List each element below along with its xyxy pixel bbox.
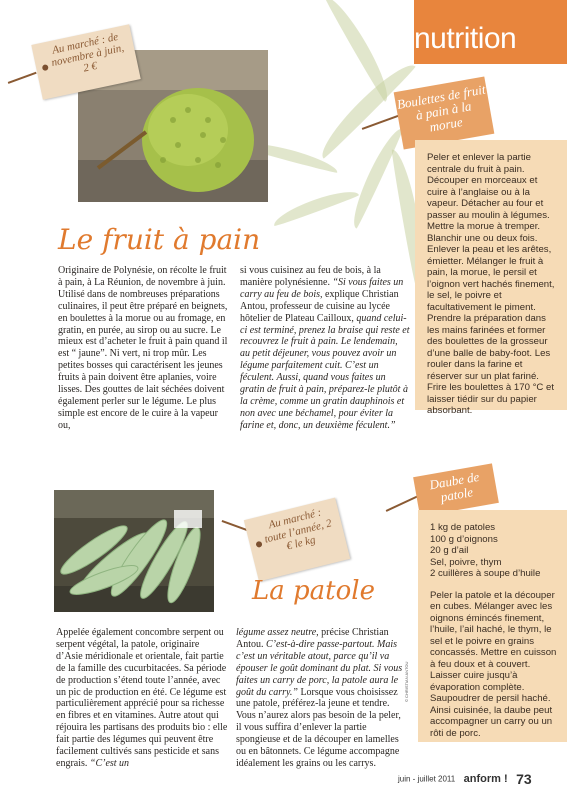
- tag-string: [386, 496, 417, 512]
- patole-col2-d: Lorsque vous choisissez une patole, préférez-la jeune et tendre. Vous n’aurez alors pas besoin de la peler, il vous suffira d’enlever la partie spongieuse et de la découper en lamelles ou en bâtonnets. Ce légume accompagne idéalement les grains ou les carrys.: [236, 686, 401, 769]
- patole-col2-a: légume assez neutre,: [236, 627, 319, 638]
- patole-price-tag: [244, 498, 350, 582]
- tag-string: [8, 72, 37, 84]
- photo-credit: © CHRISTIAN ANTOU: [404, 661, 409, 702]
- patole-col1-text: Appelée également concombre serpent ou serpent végétal, la patole, originaire d’Asie méridionale et orientale, fait partie de la famille des cucurbitacées. Sa période de production s’étend toute l’année, avec un pic de production en été. Ce légume est particulièrement apprécié pour sa richesse en fibres et en vitamines. Autre atout qui réjouira les partisans des produits bio : elle fait partie des légumes qui peuvent être facilement cultivés sans pesticide et sans engrais.: [56, 627, 228, 769]
- patole-column-2: [236, 627, 408, 770]
- footer-magazine: anform !: [463, 772, 508, 785]
- patole-title: La patole: [252, 576, 375, 606]
- patole-col2-c: C’est-à-dire passe-partout. Mais c’est un véritable atout, parce qu’il va épouser le goût dominant du plat. Si vous faites un carry de porc, la patole aura le goût du carry.”: [236, 638, 403, 698]
- section-title: nutrition: [414, 22, 517, 55]
- recipe2-ingredient: Sel, poivre, thym: [430, 556, 502, 568]
- recipe1-text: Peler et enlever la partie centrale du fruit à pain. Découper en morceaux et cuire à l’anglaise ou à la vapeur. Détacher au four et passer au moulin à légumes. Mettre la morue à tremper. Blanchir une ou deux fois. Enlever la peau et les arêtes, émietter. Mélanger le fruit à pain, la morue, le persil et l’oignon vert hachés finement, le sel, le poivre et facultativement le piment. Prendre la préparation dans les mains farinées et former des boulettes de la grosseur d’une balle de baby-foot. Les rouler dans la farine et réserver sur un plat fariné. Frire les boulettes à 170 °C et laisser tiédir sur du papier absorbant.: [427, 152, 555, 416]
- recipe2-ingredient: 2 cuillères à soupe d’huile: [430, 568, 541, 579]
- recipe1-box: [415, 140, 567, 416]
- breadfruit-col2-b: “Si vous faites un carry au feu de bois,: [240, 276, 404, 300]
- recipe2-heading-tag: [413, 463, 499, 516]
- breadfruit-column-1: [58, 265, 228, 432]
- recipe2-ingredient-list: [430, 522, 559, 580]
- recipe2-ingredient: 20 g d’ail: [430, 545, 469, 556]
- footer-page-number: 73: [516, 770, 532, 787]
- breadfruit-col1-text: Originaire de Polynésie, on récolte le fruit à pain, à La Réunion, de novembre à juin. Utilisé dans de nombreuses préparations culinaires, il peut être préparé en beignets, en boulettes à la morue ou au fromage, en gratin, en purée, au sirop ou au sucre. Le mieux est d’acheter le fruit à pain quand il est “ jaune”. Ni vert, ni trop mûr. Les petites bosses qui caractérisent les jeunes fruits à pain doivent être aplanies, voire lisses. Des gouttes de lait séchées doivent également perler sur le légume. Le plus simple est encore de le cuire à la vapeur ou,: [58, 265, 228, 431]
- recipe2-ingredient: 1 kg de patoles: [430, 522, 496, 533]
- recipe2-heading: Daube de patole: [428, 468, 481, 505]
- recipe1-heading: Boulettes de fruit à pain à la morue: [395, 81, 487, 135]
- breadfruit-title: Le fruit à pain: [58, 223, 261, 256]
- breadfruit-col2-c: explique Christian Antou, professeur de cuisine au lycée hôtelier de Plateau Cailloux,: [240, 288, 399, 324]
- page-footer: [398, 770, 558, 788]
- breadfruit-column-2: [240, 265, 410, 432]
- recipe2-box: [418, 510, 567, 742]
- footer-date: juin - juillet 2011: [398, 774, 456, 784]
- patole-photo: [54, 490, 214, 612]
- breadfruit-price-tag-text: Au marché : de novembre à juin, 2 €: [50, 30, 126, 75]
- patole-column-1: [56, 627, 228, 770]
- recipe2-text: Peler la patole et la découper en cubes. Mélanger avec les oignons émincés finement, l’huile, l’ail haché, le thym, le sel et le poivre en grains concassés. Mettre en cuisson à feu doux et à couvert. Laisser cuire jusqu’à évaporation complète. Saupoudrer de persil haché. Ainsi cuisinée, la daube peut accompagner un carry ou un rôti de porc.: [430, 589, 557, 739]
- recipe1-heading-tag: [394, 76, 495, 149]
- breadfruit-col2-d: quand celui-ci est terminé, prenez la braise qui reste et recouvrez le fruit à pain. Le lendemain, au petit déjeuner, vous pouvez avoir un légume parfaitement cuit. C’est un féculent. Aussi, quand vous faites un gratin de fruit à pain, préparez-le plutôt à la crème, comme un gratin dauphinois et non avec une béchamel, pour éviter la farine et, donc, un deuxième féculent.”: [240, 312, 410, 431]
- breadfruit-col2-a: si vous cuisinez au feu de bois, à la manière polynésienne.: [240, 265, 381, 288]
- recipe2-ingredient: 100 g d’oignons: [430, 533, 498, 545]
- patole-price-tag-text: Au marché : toute l’année, 2 € le kg: [263, 506, 333, 553]
- patole-col1-end: “C’est un: [89, 757, 130, 769]
- patole-col2-b: précise Christian Antou.: [236, 627, 389, 650]
